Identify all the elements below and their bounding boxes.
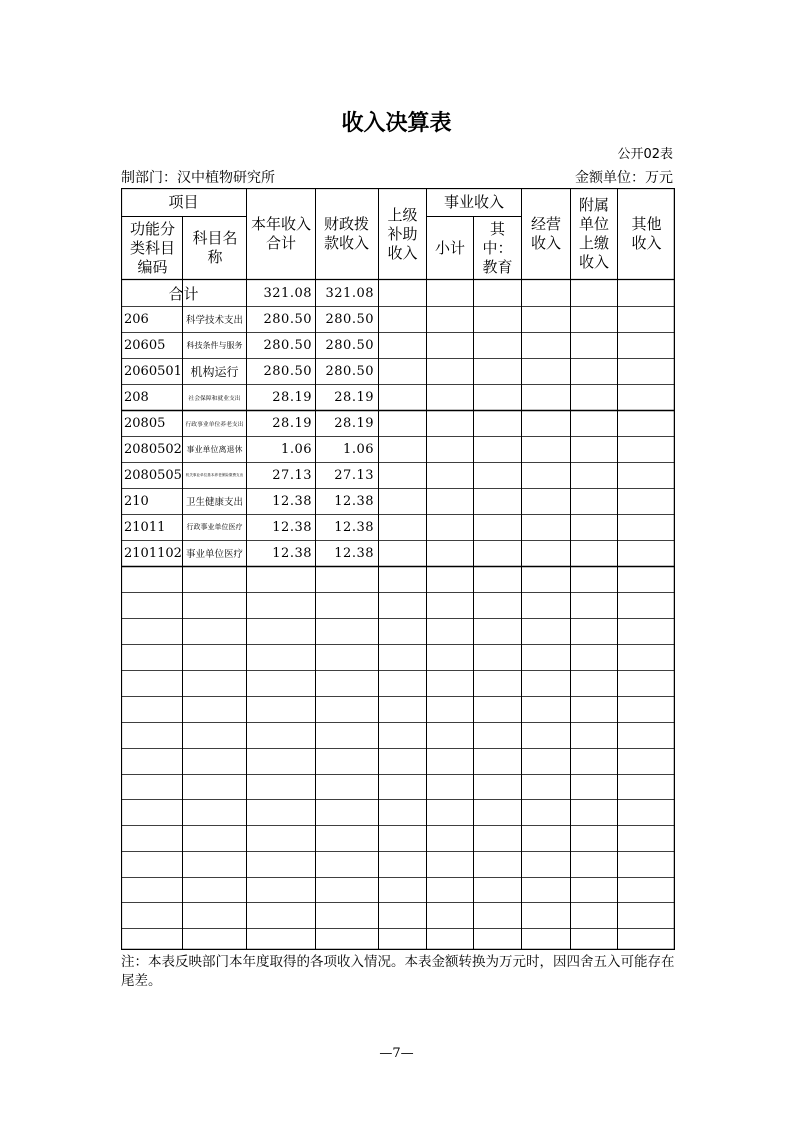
row-code: 208 [124,389,149,405]
header-superior-subsidy: 上级补助收入 [387,205,418,262]
header-operating-income: 经营收入 [530,215,561,252]
header-total-income: 本年收入合计 [250,215,311,252]
row-fiscal-income: 280.50 [325,311,374,327]
row-subject-name: 事业单位离退休 [186,444,243,454]
total-fiscal-value: 321.08 [325,285,374,301]
row-total-income: 280.50 [263,311,312,327]
row-total-income: 12.38 [272,493,312,509]
header-business-income: 事业收入 [443,192,504,211]
row-total-income: 280.50 [263,337,312,353]
row-fiscal-income: 1.06 [343,441,374,457]
page-number: —7— [379,1046,414,1061]
unit-label: 金额单位：万元 [575,170,673,186]
row-total-income: 12.38 [272,519,312,535]
row-fiscal-income: 27.13 [334,467,374,483]
form-code: 公开02表 [617,147,673,162]
row-subject-name: 行政事业单位养老支出 [185,421,244,428]
row-subject-name: 事业单位医疗 [185,549,243,560]
row-code: 21011 [124,519,166,535]
row-code: 2060501 [124,363,182,379]
row-code: 2080502 [124,441,182,457]
row-fiscal-income: 12.38 [334,519,374,535]
header-subtotal: 小计 [434,238,465,257]
total-income-value: 321.08 [263,285,312,301]
row-total-income: 27.13 [272,467,312,483]
header-func-code: 功能分类科目编码 [129,219,175,276]
row-fiscal-income: 12.38 [334,493,374,509]
income-table [121,188,675,950]
row-code: 20605 [124,337,166,353]
row-fiscal-income: 28.19 [334,389,374,405]
row-subject-name: 机构运行 [190,364,239,379]
row-subject-name: 行政事业单位医疗 [186,523,243,531]
row-subject-name: 科学技术支出 [185,315,243,326]
row-code: 2080505 [124,467,182,483]
row-code: 206 [124,311,149,327]
row-code: 210 [124,493,149,509]
header-of-which-edu: 其中：教育 [482,219,513,276]
row-subject-name: 科技条件与服务 [186,340,243,350]
row-subject-name: 社会保障和就业支出 [188,395,241,402]
header-subject-name: 科目名称 [192,229,238,266]
row-code: 2101102 [124,545,182,561]
footnote: 注：本表反映部门本年度取得的各项收入情况。本表金额转换为万元时，因四舍五入可能存在尾差。 [121,954,675,989]
row-subject-name: 卫生健康支出 [185,497,243,508]
row-fiscal-income: 12.38 [334,545,374,561]
department-label: 制部门：汉中植物研究所 [121,170,275,186]
header-project: 项目 [168,192,199,211]
header-affiliated: 附属单位上缴收入 [578,196,609,271]
header-other-income: 其他收入 [631,215,662,252]
row-code: 20805 [124,415,166,431]
total-label: 合计 [168,284,199,303]
row-total-income: 28.19 [272,415,312,431]
row-total-income: 280.50 [263,363,312,379]
row-total-income: 28.19 [272,389,312,405]
row-total-income: 1.06 [281,441,312,457]
row-total-income: 12.38 [272,545,312,561]
header-fiscal-income: 财政拨款收入 [323,215,369,252]
row-subject-name: 机关事业单位基本养老保险缴费支出 [185,472,244,477]
row-fiscal-income: 28.19 [334,415,374,431]
row-fiscal-income: 280.50 [325,337,374,353]
page-title: 收入决算表 [341,111,452,136]
row-fiscal-income: 280.50 [325,363,374,379]
